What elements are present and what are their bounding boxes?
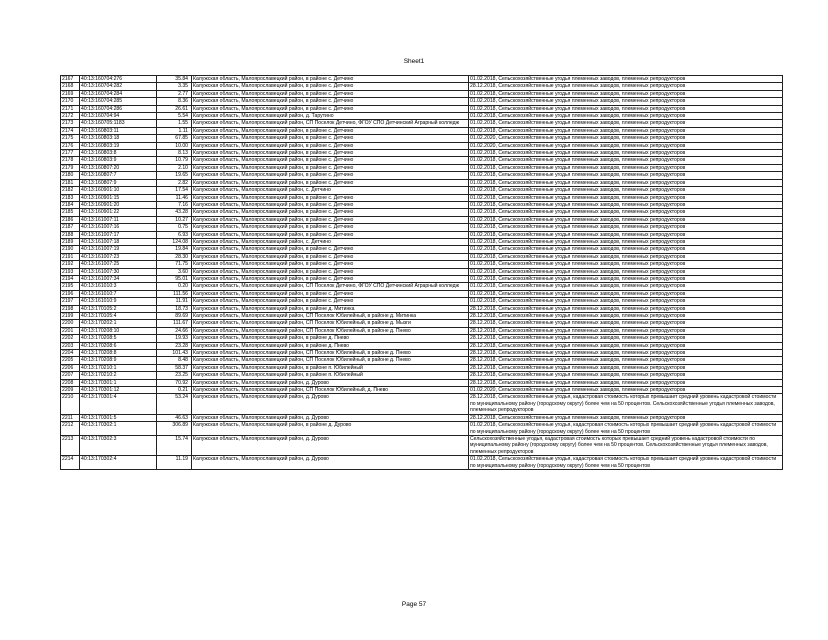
row-number-cell: 2174: [61, 127, 80, 134]
row-number-cell: 2212: [61, 422, 80, 436]
address-cell: Калужская область, Малоярославецкий район, СП Поселок Юбилейный, в районе д. Мызги: [192, 320, 469, 327]
cadastral-number-cell: 40:13:160705:1183: [80, 120, 157, 127]
cadastral-number-cell: 40:13:161010:3: [80, 283, 157, 290]
address-cell: Калужская область, Малоярославецкий район, в районе с. Детчино: [192, 201, 469, 208]
area-cell: 19.65: [157, 172, 192, 179]
table-row: [61, 127, 783, 134]
table-row: [61, 76, 783, 83]
row-number-cell: 2190: [61, 246, 80, 253]
table-row: [61, 216, 783, 223]
cadastral-number-cell: 40:13:161007:34: [80, 275, 157, 282]
table-row: [61, 224, 783, 231]
row-number-cell: 2182: [61, 187, 80, 194]
row-number-cell: 2202: [61, 335, 80, 342]
cadastral-number-cell: 40:13:160901:15: [80, 194, 157, 201]
description-cell: 01.02.2018, Сельскохозяйственные угодья племенных заводов, племенных репродукторов: [469, 209, 783, 216]
data-table: [60, 75, 783, 470]
area-cell: 10.79: [157, 157, 192, 164]
cadastral-number-cell: 40:13:161010:9: [80, 298, 157, 305]
cadastral-number-cell: 40:13:170208:8: [80, 350, 157, 357]
description-cell: 01.02.2018, Сельскохозяйственные угодья племенных заводов, племенных репродукторов: [469, 298, 783, 305]
address-cell: Калужская область, Малоярославецкий район, в районе с. Детчино: [192, 231, 469, 238]
row-number-cell: 2200: [61, 320, 80, 327]
table-row: [61, 372, 783, 379]
row-number-cell: 2206: [61, 364, 80, 371]
cadastral-number-cell: 40:13:161007:11: [80, 216, 157, 223]
row-number-cell: 2169: [61, 90, 80, 97]
row-number-cell: 2187: [61, 224, 80, 231]
cadastral-number-cell: 40:13:170105:4: [80, 313, 157, 320]
cadastral-number-cell: 40:13:161007:18: [80, 238, 157, 245]
address-cell: Калужская область, Малоярославецкий район, в районе с. Детчино: [192, 253, 469, 260]
cadastral-number-cell: 40:13:160803:11: [80, 127, 157, 134]
table-row: [61, 414, 783, 421]
area-cell: 23.25: [157, 372, 192, 379]
description-cell: 28.12.2018, Сельскохозяйственные угодья племенных заводов, племенных репродукторов: [469, 305, 783, 312]
row-number-cell: 2171: [61, 105, 80, 112]
cadastral-number-cell: 40:13:170301:12: [80, 387, 157, 394]
cadastral-number-cell: 40:13:160807:9: [80, 179, 157, 186]
description-cell: 28.12.2018, Сельскохозяйственные угодья племенных заводов, племенных репродукторов: [469, 320, 783, 327]
cadastral-number-cell: 40:13:170301:4: [80, 394, 157, 414]
table-row: [61, 435, 783, 455]
area-cell: 101.43: [157, 350, 192, 357]
row-number-cell: 2201: [61, 327, 80, 334]
row-number-cell: 2172: [61, 113, 80, 120]
area-cell: 124.08: [157, 238, 192, 245]
area-cell: 89.69: [157, 313, 192, 320]
row-number-cell: 2210: [61, 394, 80, 414]
cadastral-number-cell: 40:13:161010:7: [80, 290, 157, 297]
row-number-cell: 2170: [61, 98, 80, 105]
table-row: [61, 113, 783, 120]
cadastral-number-cell: 40:13:160704:284: [80, 90, 157, 97]
area-cell: 0.21: [157, 387, 192, 394]
area-cell: 43.28: [157, 209, 192, 216]
row-number-cell: 2191: [61, 253, 80, 260]
table-row: [61, 387, 783, 394]
area-cell: 5.54: [157, 113, 192, 120]
area-cell: 46.63: [157, 414, 192, 421]
cadastral-number-cell: 40:13:170301:1: [80, 379, 157, 386]
description-cell: 28.12.2018, Сельскохозяйственные угодья племенных заводов, племенных репродукторов: [469, 350, 783, 357]
area-cell: 1.55: [157, 120, 192, 127]
address-cell: Калужская область, Малоярославецкий район, в районе д. Дурово: [192, 422, 469, 436]
description-cell: 28.12.2018, Сельскохозяйственные угодья племенных заводов, племенных репродукторов: [469, 327, 783, 334]
area-cell: 23.28: [157, 342, 192, 349]
description-cell: 01.02.2020, Сельскохозяйственные угодья племенных заводов, племенных репродукторов: [469, 135, 783, 142]
table-row: [61, 209, 783, 216]
table-row: [61, 456, 783, 470]
address-cell: Калужская область, Малоярославецкий район, в районе с. Детчино: [192, 157, 469, 164]
cadastral-number-cell: 40:13:160803:19: [80, 142, 157, 149]
description-cell: 01.02.2018, Сельскохозяйственные угодья племенных заводов, племенных репродукторов: [469, 76, 783, 83]
table-row: [61, 313, 783, 320]
cadastral-number-cell: 40:13:170302:1: [80, 422, 157, 436]
cadastral-number-cell: 40:13:170202:1: [80, 320, 157, 327]
table-row: [61, 83, 783, 90]
table-row: [61, 320, 783, 327]
address-cell: Калужская область, Малоярославецкий район, в районе д. Митинка: [192, 305, 469, 312]
address-cell: Калужская область, Малоярославецкий район, в районе с. Детчино: [192, 150, 469, 157]
cadastral-number-cell: 40:13:170208:10: [80, 327, 157, 334]
page-number: Page 57: [401, 601, 427, 608]
cadastral-number-cell: 40:13:170208:6: [80, 342, 157, 349]
description-cell: 01.02.2018, Сельскохозяйственные угодья племенных заводов, племенных репродукторов: [469, 113, 783, 120]
address-cell: Калужская область, Малоярославецкий район, в районе с. Детчино: [192, 261, 469, 268]
cadastral-number-cell: 40:13:161007:17: [80, 231, 157, 238]
area-cell: 0.75: [157, 224, 192, 231]
address-cell: Калужская область, Малоярославецкий район, в районе с. Детчино: [192, 142, 469, 149]
address-cell: Калужская область, Малоярославецкий район, в районе д. Пнево: [192, 342, 469, 349]
cadastral-number-cell: 40:13:170210:2: [80, 372, 157, 379]
row-number-cell: 2188: [61, 231, 80, 238]
area-cell: 3.35: [157, 83, 192, 90]
cadastral-number-cell: 40:13:170105:2: [80, 305, 157, 312]
area-cell: 24.66: [157, 327, 192, 334]
table-row: [61, 305, 783, 312]
row-number-cell: 2177: [61, 150, 80, 157]
table-row: [61, 253, 783, 260]
table-row: [61, 238, 783, 245]
address-cell: Калужская область, Малоярославецкий район, в районе с. Детчино: [192, 246, 469, 253]
description-cell: 28.12.2018, Сельскохозяйственные угодья племенных заводов, племенных репродукторов: [469, 335, 783, 342]
area-cell: 2.77: [157, 90, 192, 97]
row-number-cell: 2199: [61, 313, 80, 320]
area-cell: 70.92: [157, 379, 192, 386]
table-row: [61, 135, 783, 142]
description-cell: 01.02.2018, Сельскохозяйственные угодья племенных заводов, племенных репродукторов: [469, 150, 783, 157]
area-cell: 11.91: [157, 298, 192, 305]
address-cell: Калужская область, Малоярославецкий район, в районе п. Юбилейный: [192, 372, 469, 379]
table-row: [61, 268, 783, 275]
row-number-cell: 2197: [61, 298, 80, 305]
address-cell: Калужская область, Малоярославецкий район, в районе с. Детчино: [192, 127, 469, 134]
row-number-cell: 2207: [61, 372, 80, 379]
table-row: [61, 364, 783, 371]
cadastral-number-cell: 40:13:160803:8: [80, 150, 157, 157]
area-cell: 8.13: [157, 150, 192, 157]
address-cell: Калужская область, Малоярославецкий район, в районе с. Детчино: [192, 275, 469, 282]
address-cell: Калужская область, Малоярославецкий район, с. Детчино: [192, 187, 469, 194]
table-row: [61, 394, 783, 414]
description-cell: 28.12.2018, Сельскохозяйственные угодья, кадастровая стоимость которых превышает средний уровень кадастровой стоимости по муниципальному району (городскому округу) более чем на 50 процентов. Сельскохозяйственные угодья племенных заводов, племенных репродукторов: [469, 394, 783, 414]
address-cell: Калужская область, Малоярославецкий район, в районе с. Детчино: [192, 105, 469, 112]
address-cell: Калужская область, Малоярославецкий район, д. Дурово: [192, 435, 469, 455]
row-number-cell: 2183: [61, 194, 80, 201]
row-number-cell: 2179: [61, 164, 80, 171]
description-cell: 28.12.2018, Сельскохозяйственные угодья племенных заводов, племенных репродукторов: [469, 372, 783, 379]
area-cell: 10.00: [157, 142, 192, 149]
address-cell: Калужская область, Малоярославецкий район, в районе с. Детчино: [192, 194, 469, 201]
cadastral-number-cell: 40:13:161007:30: [80, 268, 157, 275]
area-cell: 111.67: [157, 320, 192, 327]
table-row: [61, 172, 783, 179]
description-cell: 01.02.2018, Сельскохозяйственные угодья племенных заводов, племенных репродукторов: [469, 224, 783, 231]
row-number-cell: 2189: [61, 238, 80, 245]
row-number-cell: 2213: [61, 435, 80, 455]
table-row: [61, 327, 783, 334]
table-row: [61, 90, 783, 97]
area-cell: 2.10: [157, 164, 192, 171]
row-number-cell: 2196: [61, 290, 80, 297]
description-cell: 01.02.2018, Сельскохозяйственные угодья племенных заводов, племенных репродукторов: [469, 164, 783, 171]
description-cell: 01.02.2018, Сельскохозяйственные угодья племенных заводов, племенных репродукторов: [469, 105, 783, 112]
row-number-cell: 2168: [61, 83, 80, 90]
description-cell: 01.02.2018, Сельскохозяйственные угодья племенных заводов, племенных репродукторов: [469, 253, 783, 260]
cadastral-number-cell: 40:13:161007:25: [80, 261, 157, 268]
row-number-cell: 2181: [61, 179, 80, 186]
address-cell: Калужская область, Малоярославецкий район, с. Детчино: [192, 238, 469, 245]
area-cell: 19.93: [157, 335, 192, 342]
cadastral-number-cell: 40:13:160803:18: [80, 135, 157, 142]
table-row: [61, 379, 783, 386]
row-number-cell: 2193: [61, 268, 80, 275]
area-cell: 58.37: [157, 364, 192, 371]
area-cell: 7.16: [157, 201, 192, 208]
address-cell: Калужская область, Малоярославецкий район, СП Поселок Юбилейный, в районе д. Пнево: [192, 357, 469, 364]
row-number-cell: 2185: [61, 209, 80, 216]
area-cell: 18.73: [157, 305, 192, 312]
address-cell: Калужская область, Малоярославецкий район, д. Дурово: [192, 414, 469, 421]
address-cell: Калужская область, Малоярославецкий район, в районе с. Детчино: [192, 164, 469, 171]
cadastral-number-cell: 40:13:161007:19: [80, 246, 157, 253]
area-cell: 0.20: [157, 283, 192, 290]
cadastral-number-cell: 40:13:160901:22: [80, 209, 157, 216]
description-cell: 01.02.2018, Сельскохозяйственные угодья племенных заводов, племенных репродукторов: [469, 231, 783, 238]
description-cell: 01.02.2018, Сельскохозяйственные угодья племенных заводов, племенных репродукторов: [469, 238, 783, 245]
description-cell: 28.12.2018, Сельскохозяйственные угодья племенных заводов, племенных репродукторов: [469, 342, 783, 349]
description-cell: 01.02.2018, Сельскохозяйственные угодья племенных заводов, племенных репродукторов: [469, 90, 783, 97]
description-cell: 28.12.2018, Сельскохозяйственные угодья племенных заводов, племенных репродукторов: [469, 357, 783, 364]
table-row: [61, 201, 783, 208]
description-cell: 01.02.2018, Сельскохозяйственные угодья племенных заводов, племенных репродукторов: [469, 261, 783, 268]
area-cell: 26.61: [157, 105, 192, 112]
table-row: [61, 150, 783, 157]
table-row: [61, 261, 783, 268]
cadastral-number-cell: 40:13:161007:16: [80, 224, 157, 231]
row-number-cell: 2198: [61, 305, 80, 312]
address-cell: Калужская область, Малоярославецкий район, СП Поселок Детчино, ФГОУ СПО Детчинский Аграрный колледж: [192, 120, 469, 127]
address-cell: Калужская область, Малоярославецкий район, СП Поселок Детчино, ФГОУ СПО Детчинский Аграрный колледж: [192, 283, 469, 290]
cadastral-number-cell: 40:13:160704:276: [80, 76, 157, 83]
row-number-cell: 2194: [61, 275, 80, 282]
area-cell: 53.24: [157, 394, 192, 414]
description-cell: 01.02.2018, Сельскохозяйственные угодья племенных заводов, племенных репродукторов: [469, 194, 783, 201]
area-cell: 17.54: [157, 187, 192, 194]
area-cell: 15.74: [157, 435, 192, 455]
row-number-cell: 2173: [61, 120, 80, 127]
table-row: [61, 179, 783, 186]
description-cell: 28.12.2018, Сельскохозяйственные угодья племенных заводов, племенных репродукторов: [469, 364, 783, 371]
cadastral-number-cell: 40:13:160704:286: [80, 105, 157, 112]
cadastral-number-cell: 40:13:160704:285: [80, 98, 157, 105]
address-cell: Калужская область, Малоярославецкий район, в районе с. Детчино: [192, 224, 469, 231]
address-cell: Калужская область, Малоярославецкий район, в районе с. Детчино: [192, 172, 469, 179]
table-row: [61, 142, 783, 149]
table-row: [61, 157, 783, 164]
address-cell: Калужская область, Малоярославецкий район, д. Дурово: [192, 379, 469, 386]
address-cell: Калужская область, Малоярославецкий район, СП Поселок Юбилейный, в районе д. Митинка: [192, 313, 469, 320]
description-cell: 01.02.2018, Сельскохозяйственные угодья племенных заводов, племенных репродукторов: [469, 157, 783, 164]
row-number-cell: 2186: [61, 216, 80, 223]
description-cell: 01.02.2018, Сельскохозяйственные угодья племенных заводов, племенных репродукторов: [469, 127, 783, 134]
description-cell: 01.02.2020, Сельскохозяйственные угодья племенных заводов, племенных репродукторов: [469, 142, 783, 149]
description-cell: 01.02.2018, Сельскохозяйственные угодья племенных заводов, племенных репродукторов: [469, 246, 783, 253]
table-row: [61, 342, 783, 349]
address-cell: Калужская область, Малоярославецкий район, СП Поселок Юбилейный, д. Пнево: [192, 387, 469, 394]
area-cell: 67.85: [157, 135, 192, 142]
description-cell: 01.02.2018, Сельскохозяйственные угодья племенных заводов, племенных репродукторов: [469, 187, 783, 194]
row-number-cell: 2180: [61, 172, 80, 179]
description-cell: 01.02.2018, Сельскохозяйственные угодья племенных заводов, племенных репродукторов: [469, 179, 783, 186]
address-cell: Калужская область, Малоярославецкий район, в районе с. Детчино: [192, 76, 469, 83]
cadastral-number-cell: 40:13:170302:4: [80, 456, 157, 470]
area-cell: 19.84: [157, 246, 192, 253]
row-number-cell: 2214: [61, 456, 80, 470]
table-row: [61, 290, 783, 297]
table-row: [61, 422, 783, 436]
address-cell: Калужская область, Малоярославецкий район, в районе с. Детчино: [192, 83, 469, 90]
table-row: [61, 335, 783, 342]
address-cell: Калужская область, Малоярославецкий район, д. Дурово: [192, 456, 469, 470]
description-cell: 01.02.2018, Сельскохозяйственные угодья племенных заводов, племенных репродукторов: [469, 275, 783, 282]
table-row: [61, 275, 783, 282]
row-number-cell: 2195: [61, 283, 80, 290]
area-cell: 306.89: [157, 422, 192, 436]
description-cell: 01.02.2018, Сельскохозяйственные угодья племенных заводов, племенных репродукторов: [469, 201, 783, 208]
table-row: [61, 187, 783, 194]
table-row: [61, 283, 783, 290]
row-number-cell: 2205: [61, 357, 80, 364]
cadastral-number-cell: 40:13:170208:5: [80, 335, 157, 342]
address-cell: Калужская область, Малоярославецкий район, в районе с. Детчино: [192, 290, 469, 297]
description-cell: 01.02.2018, Сельскохозяйственные угодья племенных заводов, племенных репродукторов: [469, 268, 783, 275]
area-cell: 3.60: [157, 268, 192, 275]
cadastral-number-cell: 40:13:160807:7: [80, 172, 157, 179]
address-cell: Калужская область, Малоярославецкий район, в районе с. Детчино: [192, 209, 469, 216]
area-cell: 1.11: [157, 127, 192, 134]
address-cell: Калужская область, Малоярославецкий район, в районе д. Пнево: [192, 335, 469, 342]
area-cell: 10.27: [157, 216, 192, 223]
address-cell: Калужская область, Малоярославецкий район, СП Поселок Юбилейный, в районе д. Пнево: [192, 350, 469, 357]
description-cell: 28.12.2018, Сельскохозяйственные угодья племенных заводов, племенных репродукторов: [469, 379, 783, 386]
table-row: [61, 357, 783, 364]
table-row: [61, 246, 783, 253]
description-cell: 28.12.2018, Сельскохозяйственные угодья племенных заводов, племенных репродукторов: [469, 414, 783, 421]
table-row: [61, 194, 783, 201]
row-number-cell: 2208: [61, 379, 80, 386]
area-cell: 6.93: [157, 231, 192, 238]
address-cell: Калужская область, Малоярославецкий район, в районе с. Детчино: [192, 179, 469, 186]
cadastral-number-cell: 40:13:160901:20: [80, 201, 157, 208]
area-cell: 11.46: [157, 194, 192, 201]
row-number-cell: 2176: [61, 142, 80, 149]
address-cell: Калужская область, Малоярославецкий район, д. Тарутино: [192, 113, 469, 120]
cadastral-number-cell: 40:13:161007:23: [80, 253, 157, 260]
row-number-cell: 2178: [61, 157, 80, 164]
area-cell: 2.82: [157, 179, 192, 186]
address-cell: Калужская область, Малоярославецкий район, в районе с. Детчино: [192, 216, 469, 223]
table-row: [61, 231, 783, 238]
address-cell: Калужская область, Малоярославецкий район, в районе с. Детчино: [192, 90, 469, 97]
area-cell: 111.56: [157, 290, 192, 297]
table-row: [61, 298, 783, 305]
area-cell: 11.19: [157, 456, 192, 470]
address-cell: Калужская область, Малоярославецкий район, СП Поселок Юбилейный, в районе д. Пнево: [192, 327, 469, 334]
cadastral-number-cell: 40:13:170208:9: [80, 357, 157, 364]
cadastral-number-cell: 40:13:170301:5: [80, 414, 157, 421]
table-row: [61, 350, 783, 357]
description-cell: 28.12.2018, Сельскохозяйственные угодья племенных заводов, племенных репродукторов: [469, 313, 783, 320]
row-number-cell: 2211: [61, 414, 80, 421]
description-cell: 28.12.2018, Сельскохозяйственные угодья племенных заводов, племенных репродукторов: [469, 83, 783, 90]
area-cell: 35.84: [157, 76, 192, 83]
description-cell: 01.02.2018, Сельскохозяйственные угодья племенных заводов, племенных репродукторов: [469, 290, 783, 297]
area-cell: 8.36: [157, 98, 192, 105]
cadastral-number-cell: 40:13:160704:94: [80, 113, 157, 120]
description-cell: Сельскохозяйственные угодья, кадастровая стоимость которых превышает средний уровень кадастровой стоимости по муниципальному району (городскому округу) более чем на 50 процентов. Сельскохозяйственные угодья племенных заводов, племенных репродукторов: [469, 435, 783, 455]
address-cell: Калужская область, Малоярославецкий район, в районе с. Детчино: [192, 98, 469, 105]
row-number-cell: 2184: [61, 201, 80, 208]
table-row: [61, 120, 783, 127]
row-number-cell: 2192: [61, 261, 80, 268]
description-cell: 01.02.2018, Сельскохозяйственные угодья племенных заводов, племенных репродукторов: [469, 283, 783, 290]
row-number-cell: 2175: [61, 135, 80, 142]
table-row: [61, 164, 783, 171]
description-cell: 01.02.2020, Сельскохозяйственные угодья племенных заводов, племенных репродукторов: [469, 387, 783, 394]
cadastral-number-cell: 40:13:170302:3: [80, 435, 157, 455]
row-number-cell: 2167: [61, 76, 80, 83]
description-cell: 01.02.2018, Сельскохозяйственные угодья племенных заводов, племенных репродукторов: [469, 172, 783, 179]
address-cell: Калужская область, Малоярославецкий район, в районе с. Детчино: [192, 298, 469, 305]
row-number-cell: 2203: [61, 342, 80, 349]
address-cell: Калужская область, Малоярославецкий район, в районе с. Детчино: [192, 135, 469, 142]
area-cell: 28.30: [157, 253, 192, 260]
row-number-cell: 2204: [61, 350, 80, 357]
area-cell: 95.01: [157, 275, 192, 282]
address-cell: Калужская область, Малоярославецкий район, д. Дурово: [192, 394, 469, 414]
cadastral-number-cell: 40:13:160901:10: [80, 187, 157, 194]
sheet-title: Sheet1: [403, 58, 425, 65]
cadastral-number-cell: 40:13:160803:9: [80, 157, 157, 164]
description-cell: 01.02.2018, Сельскохозяйственные угодья, кадастровая стоимость которых превышает средний уровень кадастровой стоимости по муниципальному району (городскому округу) более чем на 50 процентов: [469, 422, 783, 436]
description-cell: 01.02.2018, Сельскохозяйственные угодья племенных заводов, племенных репродукторов: [469, 98, 783, 105]
cadastral-number-cell: 40:13:160807:20: [80, 164, 157, 171]
address-cell: Калужская область, Малоярославецкий район, в районе с. Детчино: [192, 268, 469, 275]
table-row: [61, 105, 783, 112]
area-cell: 71.75: [157, 261, 192, 268]
row-number-cell: 2209: [61, 387, 80, 394]
cadastral-number-cell: 40:13:170210:1: [80, 364, 157, 371]
description-cell: 01.02.2018, Сельскохозяйственные угодья племенных заводов, племенных репродукторов: [469, 120, 783, 127]
address-cell: Калужская область, Малоярославецкий район, в районе п. Юбилейный: [192, 364, 469, 371]
cadastral-number-cell: 40:13:160704:282: [80, 83, 157, 90]
table-row: [61, 98, 783, 105]
description-cell: 01.02.2018, Сельскохозяйственные угодья, кадастровая стоимость которых превышает средний уровень кадастровой стоимости по муниципальному району (городскому округу) более чем на 50 процентов: [469, 456, 783, 470]
area-cell: 8.48: [157, 357, 192, 364]
description-cell: 01.02.2018, Сельскохозяйственные угодья племенных заводов, племенных репродукторов: [469, 216, 783, 223]
